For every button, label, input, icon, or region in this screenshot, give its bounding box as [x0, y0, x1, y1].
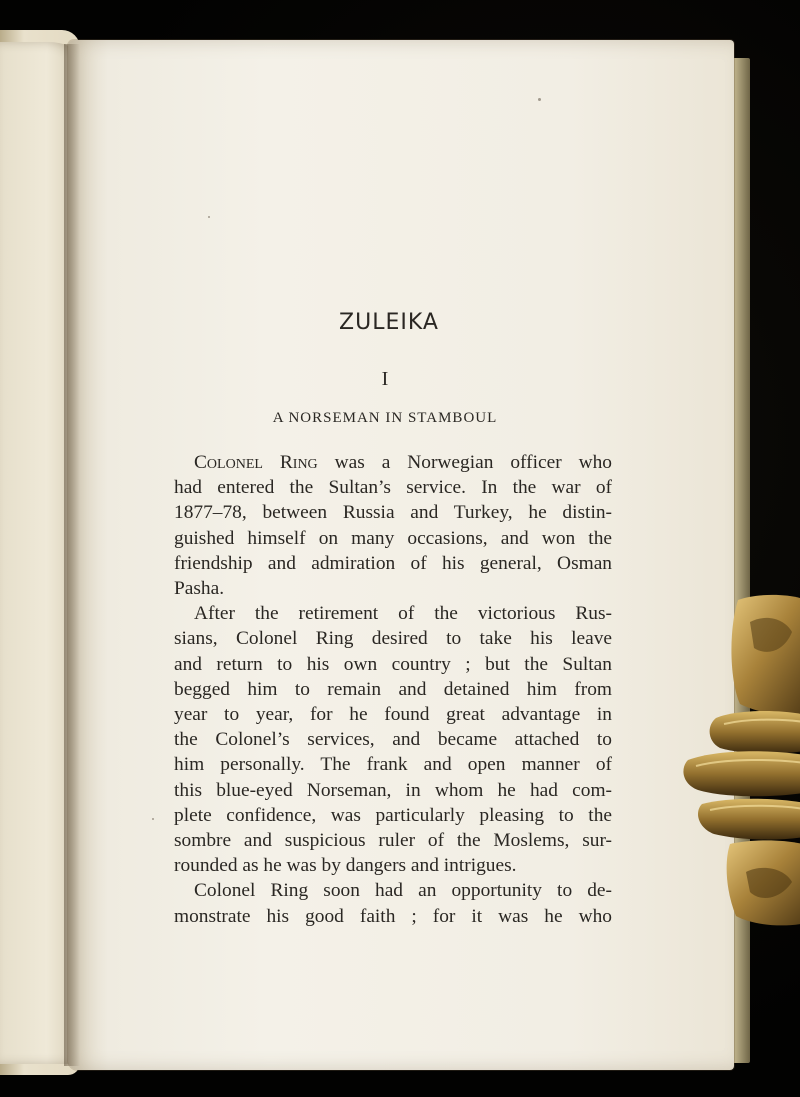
text-line: had entered the Sultan’s service. In the war of [174, 477, 612, 499]
brass-hand-bookend-icon [680, 592, 800, 932]
chapter-number: I [381, 368, 389, 390]
text-line: Colonel Ring soon had an opportunity to de- [194, 880, 612, 902]
paper-speck [538, 98, 541, 101]
text-line: plete confidence, was particularly pleasing to the [174, 804, 612, 826]
text-line: and return to his own country ; but the Sultan [174, 653, 612, 675]
text-line: Pasha. [174, 578, 225, 600]
gutter-shadow [64, 44, 80, 1066]
text-line: him personally. The frank and open manner of [174, 754, 612, 776]
paper-speck [208, 216, 210, 218]
text-line: 1877–78, between Russia and Turkey, he distin- [174, 502, 612, 524]
text-line: After the retirement of the victorious Rus- [194, 603, 612, 625]
text-line: monstrate his good faith ; for it was he who [174, 905, 612, 927]
text-line: rounded as he was by dangers and intrigues. [174, 855, 517, 877]
text-line: friendship and admiration of his general, Osman [174, 552, 612, 574]
paper-speck [152, 818, 154, 820]
text-line: this blue-eyed Norseman, in whom he had com- [174, 779, 612, 801]
text-line: guished himself on many occasions, and won the [174, 527, 612, 549]
page-title: ZULEIKA [339, 310, 439, 335]
text-line: the Colonel’s services, and became attached to [174, 729, 612, 751]
chapter-title: A NORSEMAN IN STAMBOUL [272, 410, 498, 426]
text-line: begged him to remain and detained him from [174, 678, 612, 700]
body-text [174, 450, 612, 929]
text-line: sians, Colonel Ring desired to take his leave [174, 628, 612, 650]
text-line: year to year, for he found great advantage in [174, 704, 612, 726]
text-line: sombre and suspicious ruler of the Moslems, sur- [174, 830, 612, 852]
text-line: Colonel Ring was a Norwegian officer who [194, 452, 612, 473]
